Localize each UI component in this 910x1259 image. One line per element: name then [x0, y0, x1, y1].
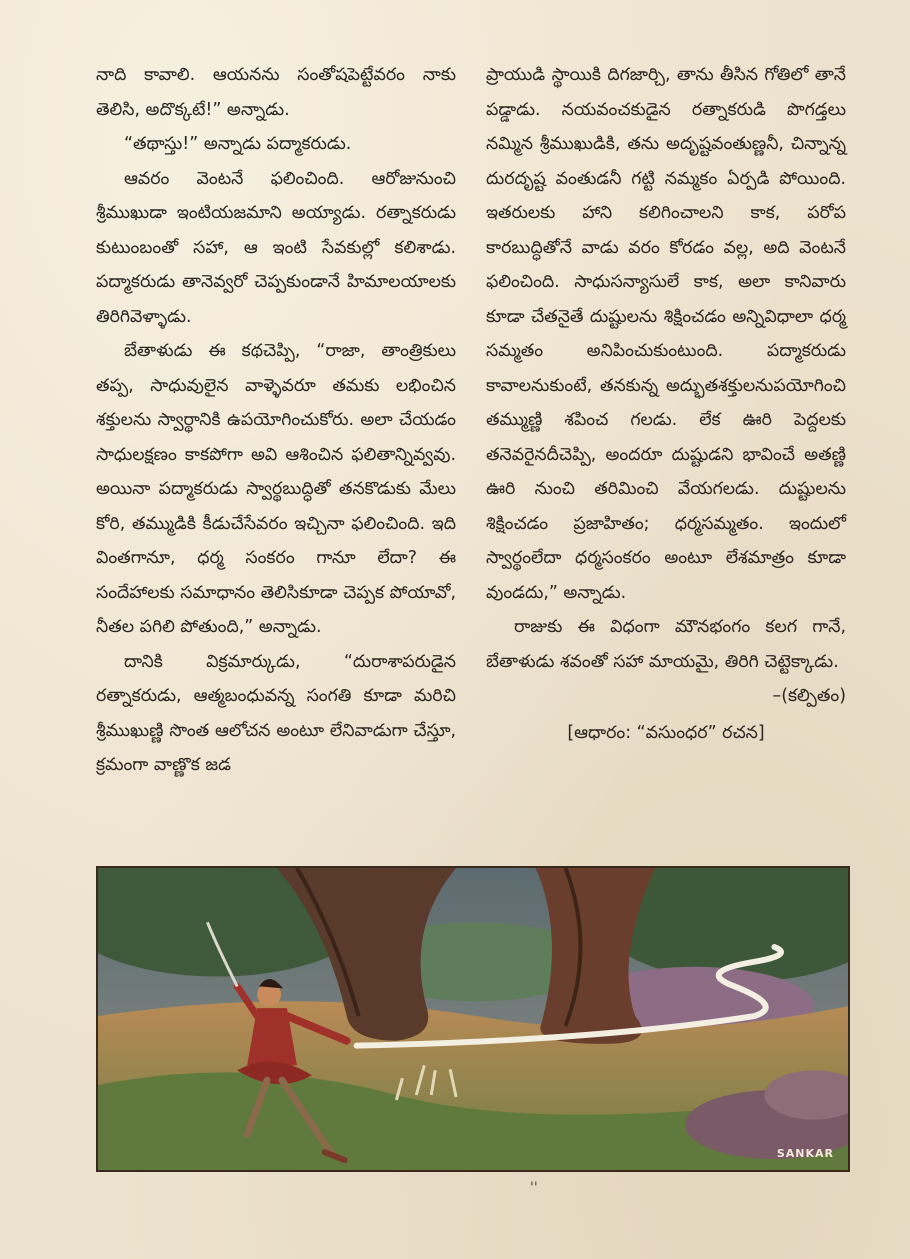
- paragraph: రాజుకు ఈ విధంగా మౌనభంగం కలగ గానే, బేతాళుడు శవంతో సహా మాయమై, తిరిగి చెట్టెక్కాడు.: [486, 617, 846, 672]
- left-text-column: [96, 58, 456, 783]
- paragraph: దానికి విక్రమార్కుడు, “దురాశాపరుడైన రత్నాకరుడు, ఆత్మబంధువన్న సంగతి కూడా మరిచి శ్రీముఖుణ్ణి సొంత ఆలోచన అంటూ లేనివాడుగా చేస్తూ, క్రమంగా వాణ్ణొక జడ: [96, 651, 456, 775]
- source-credit: [ఆధారం: “వసుంధర” రచన]: [567, 722, 765, 743]
- paragraph: “తథాస్తు!” అన్నాడు పద్మాకరుడు.: [124, 134, 352, 154]
- ending-mark: –(కల్పితం): [772, 686, 846, 706]
- right-text-column: [486, 58, 846, 750]
- forest-sword-illustration-icon: [98, 868, 848, 1170]
- page-mark: '': [530, 1180, 538, 1196]
- paragraph: బేతాళుడు ఈ కథచెప్పి, “రాజా, తాంత్రికులు తప్ప, సాధువులైన వాళ్ళెవరూ తమకు లభించిన శక్తులను స్వార్థానికి ఉపయోగించుకోరు. అలా చేయడం సాధులక్షణం కాకపోగా అవి ఆశించిన ఫలితాన్నివ్వవు. అయినా పద్మాకరుడు స్వార్థబుద్ధితో తనకొడుకు మేలు కోరి, తమ్ముడికి కీడుచేసేవరం ఇచ్చినా ఫలించింది. ఇది వింతగానూ, ధర్మ సంకరం గానూ లేదా? ఈ సందేహాలకు సమాధానం తెలిసికూడా చెప్పక పోయావో, నీతల పగిలి పోతుంది,” అన్నాడు.: [96, 341, 456, 637]
- story-illustration: [96, 866, 850, 1172]
- artist-signature: SANKAR: [776, 1147, 834, 1160]
- paragraph: ప్రాయుడి స్థాయికి దిగజార్చి, తాను తీసిన గోతిలో తానే పడ్డాడు. నయవంచకుడైన రత్నాకరుడి పొగడ్తలు నమ్మిన శ్రీముఖుడికి, తను అదృష్టవంతుణ్ణనీ, చిన్నాన్న దురదృష్ట వంతుడనీ గట్టి నమ్మకం ఏర్పడి పోయింది. ఇతరులకు హాని కలిగించాలని కాక, పరోప కారబుద్ధితోనే వాడు వరం కోరడం వల్ల, అది వెంటనే ఫలించింది. సాధుసన్యాసులే కాక, అలా కానివారు కూడా చేతనైతే దుష్టులను శిక్షించడం అన్నివిధాలా ధర్మ సమ్మతం అనిపించుకుంటుంది. పద్మాకరుడు కావాలనుకుంటే, తనకున్న అద్భుతశక్తులనుపయోగించి తమ్ముణ్ణి శపించ గలడు. లేక ఊరి పెద్దలకు తనెవరైనదీచెప్పి, అందరూ దుష్టుడని భావించే అతణ్ణి ఊరి నుంచి తరిమించి వేయగలడు. దుష్టులను శిక్షించడం ప్రజాహితం; ధర్మసమ్మతం. ఇందులో స్వార్థంలేదా ధర్మసంకరం అంటూ లేశమాత్రం కూడా వుండదు,” అన్నాడు.: [486, 65, 846, 603]
- paragraph: ఆవరం వెంటనే ఫలించింది. ఆరోజునుంచి శ్రీముఖుడా ఇంటియజమాని అయ్యాడు. రత్నాకరుడు కుటుంబంతో సహా, ఆ ఇంటి సేవకుల్లో కలిశాడు. పద్మాకరుడు తానెవ్వరో చెప్పకుండానే హిమాలయాలకు తిరిగివెళ్ళాడు.: [96, 168, 456, 327]
- paragraph: నాది కావాలి. ఆయనను సంతోషపెట్టేవరం నాకు తెలిసి, అదొక్కటే!” అన్నాడు.: [96, 65, 456, 120]
- ending-line: [486, 679, 846, 714]
